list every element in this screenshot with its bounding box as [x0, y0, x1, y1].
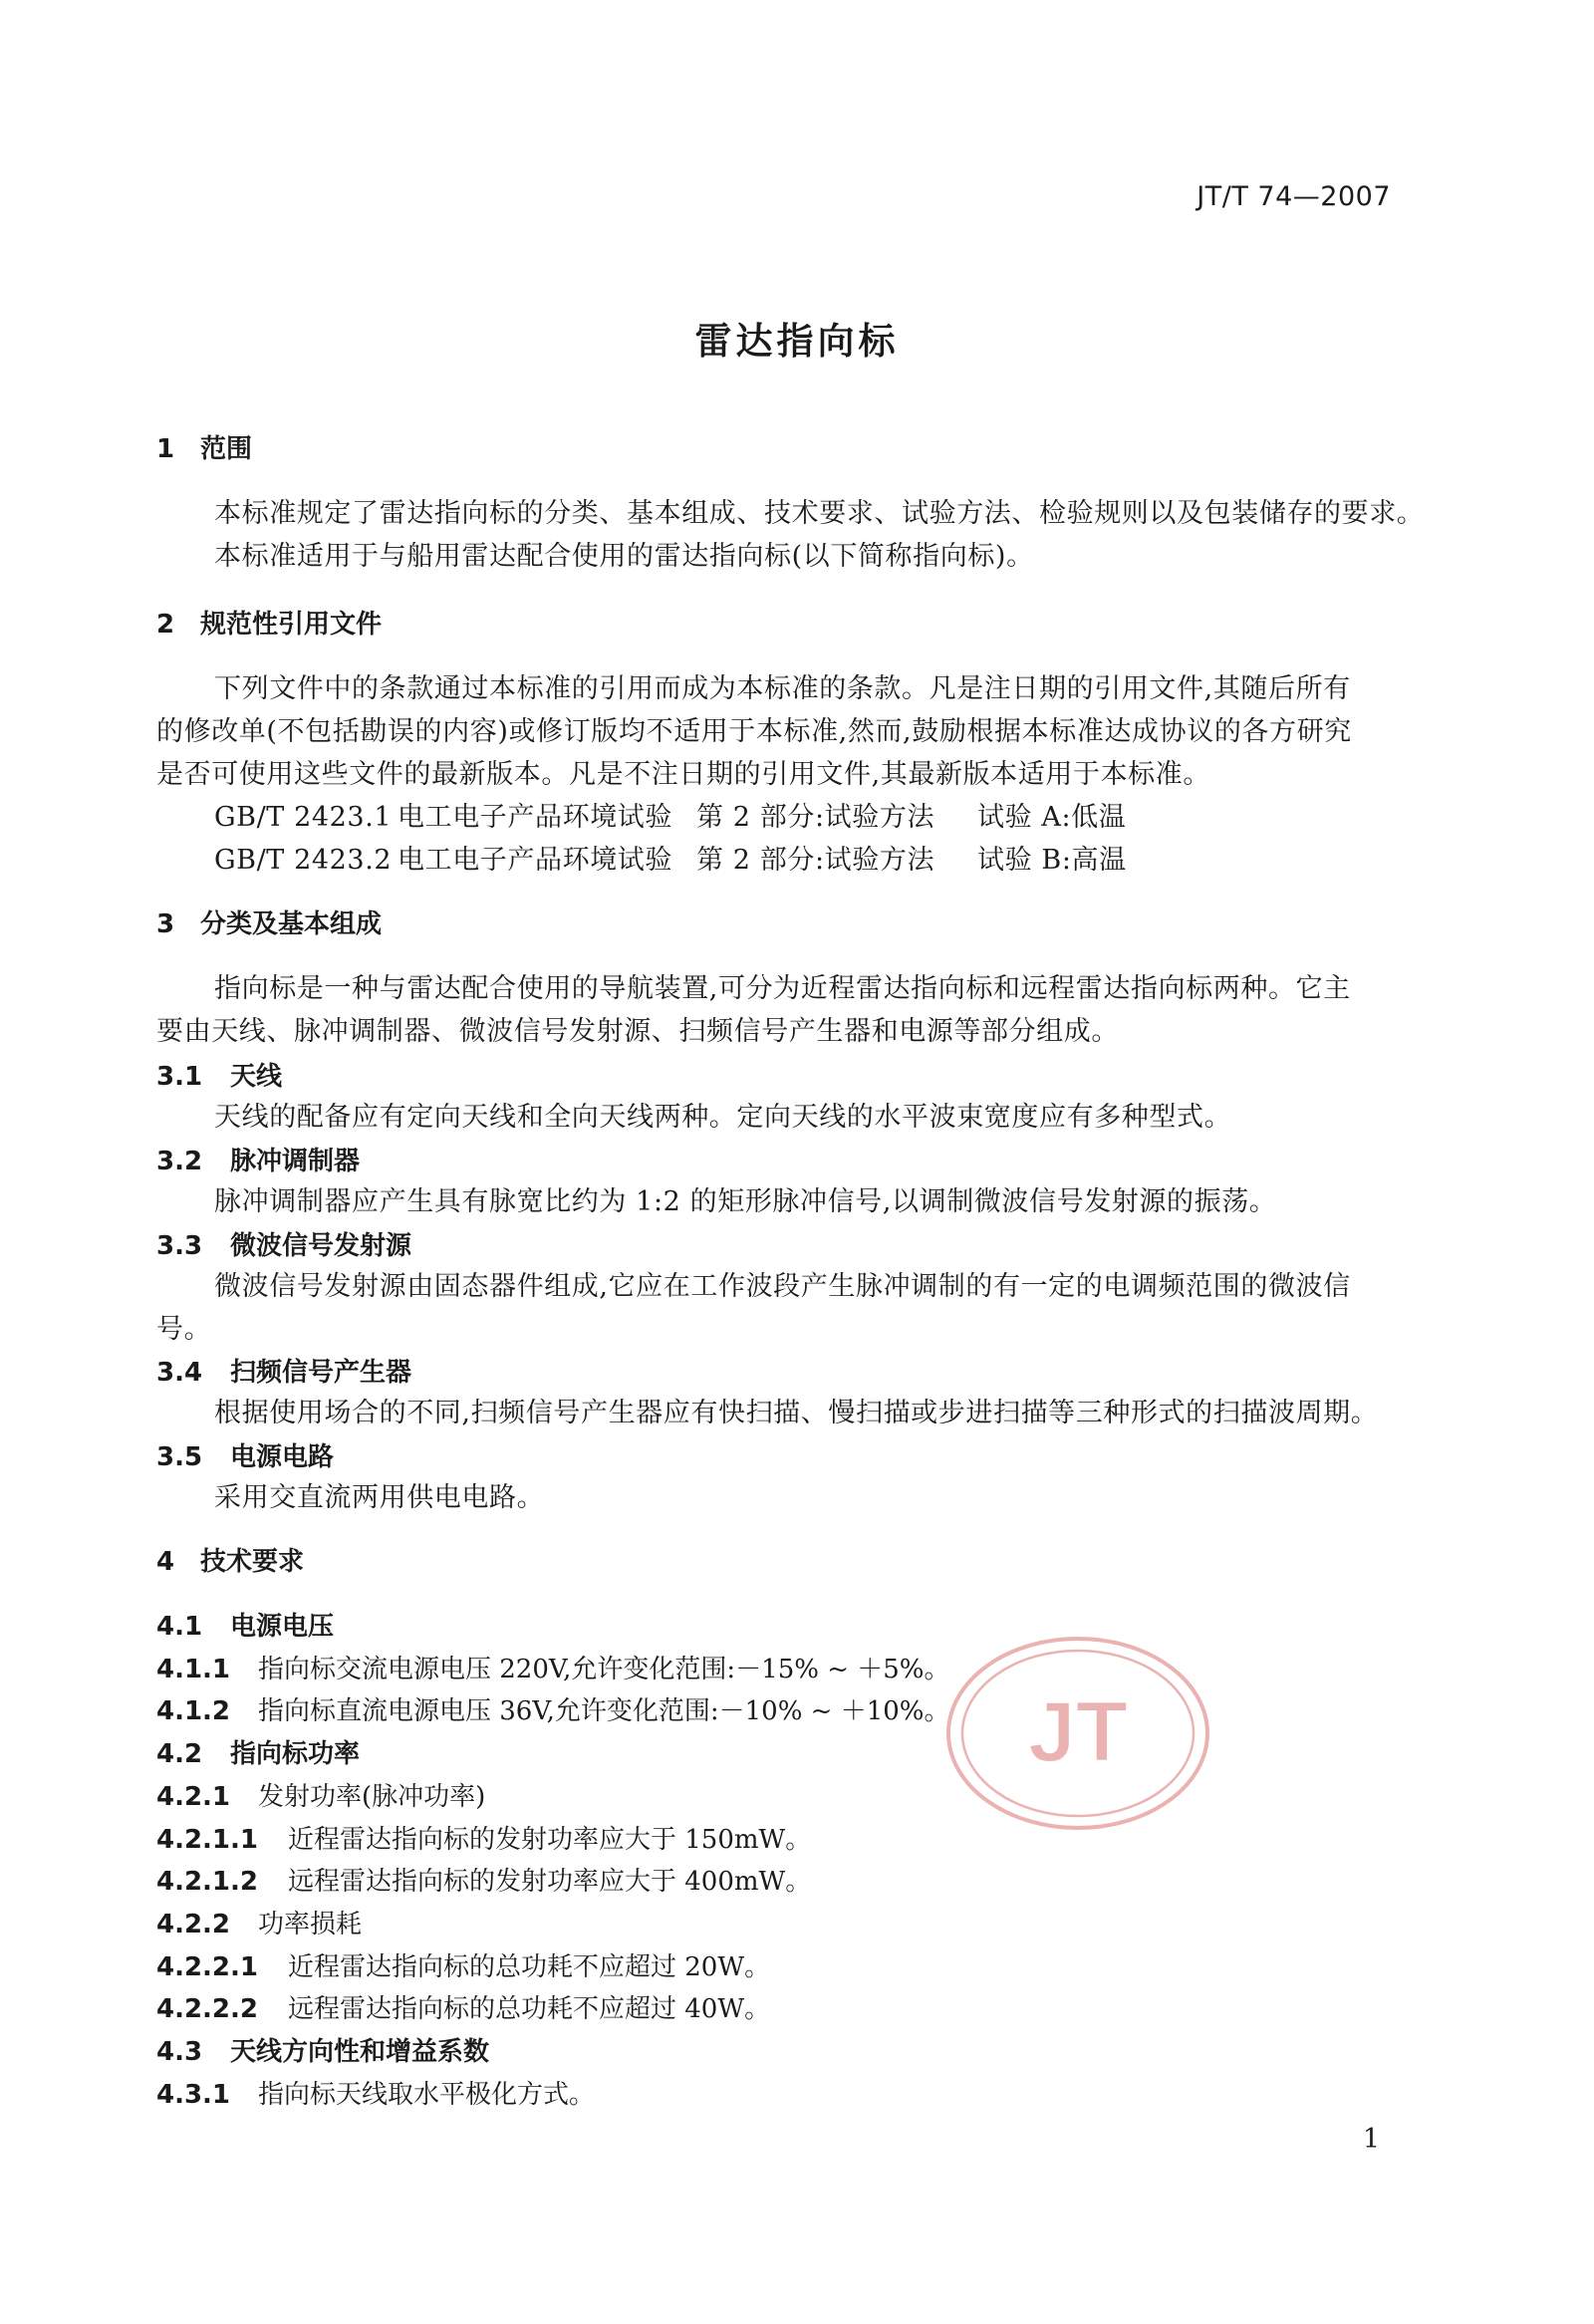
- subsection-number: 3.5: [156, 1442, 203, 1472]
- clause-number: 4.3.1: [156, 2080, 231, 2110]
- subsection-3-1-heading: [156, 1056, 282, 1093]
- subsection-4-1-heading: [156, 1606, 334, 1643]
- normative-reference: [214, 839, 1127, 882]
- section-2-line-2: 的修改单(不包括勘误的内容)或修订版均不适用于本标准,然而,鼓励根据本标准达成协议的各方研究: [156, 716, 1352, 747]
- subsection-4-2-heading: [156, 1733, 360, 1770]
- clause-number: 4.2.2.2: [156, 1994, 258, 2024]
- section-number: 3: [156, 909, 175, 939]
- subsection-3-2-text: 脉冲调制器应产生具有脉宽比约为 1:2 的矩形脉冲信号,以调制微波信号发射源的振荡。: [214, 1186, 1277, 1217]
- reference-standard-number: GB/T 2423.1: [214, 802, 393, 833]
- clause-number: 4.1.2: [156, 1696, 231, 1726]
- subsection-number: 4.1: [156, 1612, 203, 1642]
- clause-number: 4.2.2: [156, 1910, 231, 1939]
- subsection-3-3-line-1: 微波信号发射源由固态器件组成,它应在工作波段产生脉冲调制的有一定的电调频范围的微波信: [214, 1271, 1351, 1302]
- subsection-number: 3.4: [156, 1358, 203, 1388]
- subsection-3-5-text: 采用交直流两用供电电路。: [214, 1482, 545, 1513]
- clause-4-2-1: [156, 1776, 485, 1813]
- subsection-3-4-heading: [156, 1352, 411, 1389]
- standard-number: JT/T 74—2007: [1196, 181, 1391, 212]
- clause-text: 近程雷达指向标的总功耗不应超过 20W。: [288, 1952, 771, 1982]
- clause-number: 4.2.1: [156, 1782, 231, 1812]
- reference-part: 第 2 部分:试验方法: [696, 845, 935, 876]
- subsection-number: 3.2: [156, 1147, 203, 1176]
- subsection-3-3-line-2: 号。: [156, 1314, 212, 1345]
- subsection-3-3-heading: [156, 1225, 411, 1262]
- subsection-4-3-heading: [156, 2031, 489, 2068]
- clause-4-2-2-2: [156, 1988, 770, 2025]
- document-title: 雷达指向标: [694, 320, 900, 363]
- jt-stamp-watermark: [943, 1634, 1212, 1833]
- reference-name: 电工电子产品环境试验: [398, 845, 672, 876]
- subsection-3-5-heading: [156, 1436, 334, 1473]
- clause-number: 4.2.1.1: [156, 1825, 258, 1855]
- subsection-title: 天线方向性和增益系数: [230, 2037, 490, 2067]
- reference-standard-number: GB/T 2423.2: [214, 845, 393, 876]
- clause-number: 4.2.1.2: [156, 1867, 258, 1897]
- section-2-line-3: 是否可使用这些文件的最新版本。凡是不注日期的引用文件,其最新版本适用于本标准。: [156, 759, 1210, 790]
- subsection-3-1-text: 天线的配备应有定向天线和全向天线两种。定向天线的水平波束宽度应有多种型式。: [214, 1102, 1232, 1133]
- page-number: 1: [1362, 2124, 1380, 2155]
- subsection-3-4-text: 根据使用场合的不同,扫频信号产生器应有快扫描、慢扫描或步进扫描等三种形式的扫描波周期。: [214, 1398, 1379, 1428]
- reference-test: 试验 A:低温: [977, 802, 1127, 833]
- reference-part: 第 2 部分:试验方法: [696, 802, 935, 833]
- subsection-title: 电源电压: [230, 1612, 335, 1642]
- section-3-heading: [156, 904, 382, 940]
- reference-test: 试验 B:高温: [977, 845, 1127, 876]
- section-2-line-1: 下列文件中的条款通过本标准的引用而成为本标准的条款。凡是注日期的引用文件,其随后所有: [214, 673, 1351, 704]
- clause-text: 发射功率(脉冲功率): [258, 1782, 486, 1812]
- clause-4-1-1: [156, 1649, 950, 1685]
- clause-text: 功率损耗: [258, 1910, 363, 1939]
- subsection-title: 天线: [230, 1062, 283, 1092]
- clause-number: 4.2.2.1: [156, 1952, 258, 1982]
- clause-text: 远程雷达指向标的总功耗不应超过 40W。: [288, 1994, 771, 2024]
- section-2-heading: [156, 604, 382, 641]
- clause-number: 4.1.1: [156, 1655, 231, 1684]
- clause-4-2-2-1: [156, 1946, 770, 1983]
- subsection-3-2-heading: [156, 1141, 360, 1177]
- subsection-number: 3.1: [156, 1062, 203, 1092]
- clause-4-3-1: [156, 2074, 595, 2111]
- section-title: 规范性引用文件: [200, 610, 383, 640]
- subsection-title: 微波信号发射源: [230, 1231, 412, 1261]
- clause-4-2-2: [156, 1904, 362, 1940]
- clause-text: 远程雷达指向标的发射功率应大于 400mW。: [288, 1867, 812, 1897]
- clause-4-1-2: [156, 1690, 950, 1727]
- subsection-title: 电源电路: [230, 1442, 335, 1472]
- section-1-paragraph-2: 本标准适用于与船用雷达配合使用的雷达指向标(以下简称指向标)。: [214, 541, 1034, 572]
- clause-text: 近程雷达指向标的发射功率应大于 150mW。: [288, 1825, 812, 1855]
- section-number: 4: [156, 1547, 175, 1577]
- section-4-heading: [156, 1541, 304, 1578]
- stamp-letters: JT: [1027, 1684, 1129, 1780]
- section-title: 分类及基本组成: [200, 909, 383, 939]
- subsection-number: 3.3: [156, 1231, 203, 1261]
- subsection-number: 4.2: [156, 1739, 203, 1769]
- subsection-title: 扫频信号产生器: [230, 1358, 412, 1388]
- section-3-line-1: 指向标是一种与雷达配合使用的导航装置,可分为近程雷达指向标和远程雷达指向标两种。它主: [214, 973, 1351, 1004]
- subsection-number: 4.3: [156, 2037, 203, 2067]
- reference-name: 电工电子产品环境试验: [398, 802, 672, 833]
- clause-text: 指向标交流电源电压 220V,允许变化范围:－15% ~ ＋5%。: [258, 1655, 950, 1684]
- section-1-paragraph-1: 本标准规定了雷达指向标的分类、基本组成、技术要求、试验方法、检验规则以及包装储存的要求。: [214, 498, 1425, 529]
- subsection-title: 指向标功率: [230, 1739, 361, 1769]
- clause-text: 指向标直流电源电压 36V,允许变化范围:－10% ~ ＋10%。: [258, 1696, 950, 1726]
- section-3-line-2: 要由天线、脉冲调制器、微波信号发射源、扫频信号产生器和电源等部分组成。: [156, 1016, 1119, 1047]
- section-number: 1: [156, 434, 175, 464]
- section-number: 2: [156, 610, 175, 640]
- clause-4-2-1-1: [156, 1819, 811, 1856]
- section-title: 技术要求: [200, 1547, 305, 1577]
- clause-4-2-1-2: [156, 1861, 811, 1898]
- section-title: 范围: [200, 434, 253, 464]
- section-1-heading: [156, 428, 252, 465]
- subsection-title: 脉冲调制器: [230, 1147, 361, 1176]
- clause-text: 指向标天线取水平极化方式。: [258, 2080, 596, 2110]
- normative-reference: [214, 796, 1126, 839]
